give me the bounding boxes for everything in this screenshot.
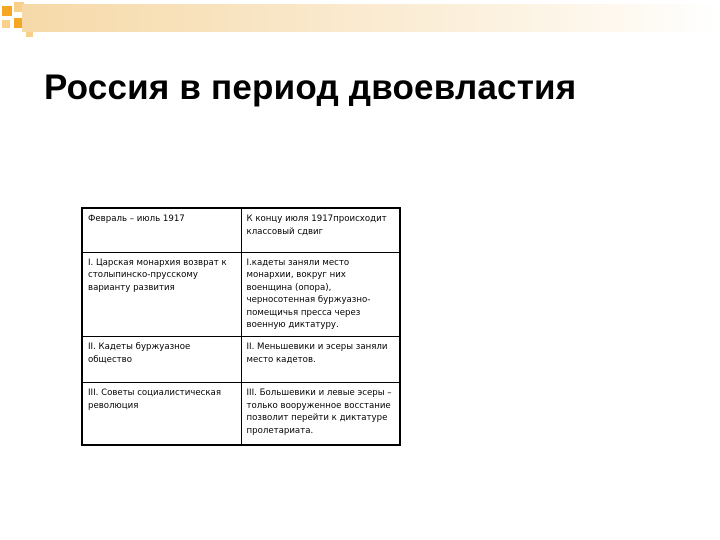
cell-text: III. Советы социалистическая революция [88,388,221,411]
cell-text: III. Большевики и левые эсеры – только вооруженное восстание позволит перейти к диктатуре пролетариата. [246,388,392,436]
cell-text: II. Кадеты буржуазное общество [88,342,191,365]
table-row [82,383,400,445]
table-cell-right [241,252,400,337]
table-cell-left [82,252,241,337]
table-cell-left [82,337,241,383]
table-cell-right [241,383,400,445]
table-row [82,208,400,252]
deco-square-light-2 [2,20,10,28]
title-bar-gradient [22,4,720,32]
table-cell-left [82,383,241,445]
slide-title: Россия в период двоевластия [44,68,577,107]
cell-text: II. Меньшевики и эсеры заняли место кадетов. [246,342,388,365]
cell-text: I. Царская монархия возврат к столыпинско-прусскому варианту развития [88,257,227,293]
comparison-table [81,207,401,446]
cell-text: К концу июля 1917происходит классовый сдвиг [246,214,387,237]
table-cell-left [82,208,241,252]
table-cell-right [241,208,400,252]
table-cell-right [241,337,400,383]
cell-text: I.кадеты заняли место монархии, вокруг них военщина (опора), черносотенная буржуазно-помещичья пресса через военную диктатуру. [246,257,371,331]
table-row [82,252,400,337]
cell-text: Февраль – июль 1917 [88,214,185,224]
table-row [82,337,400,383]
deco-square-orange-1 [2,6,12,16]
